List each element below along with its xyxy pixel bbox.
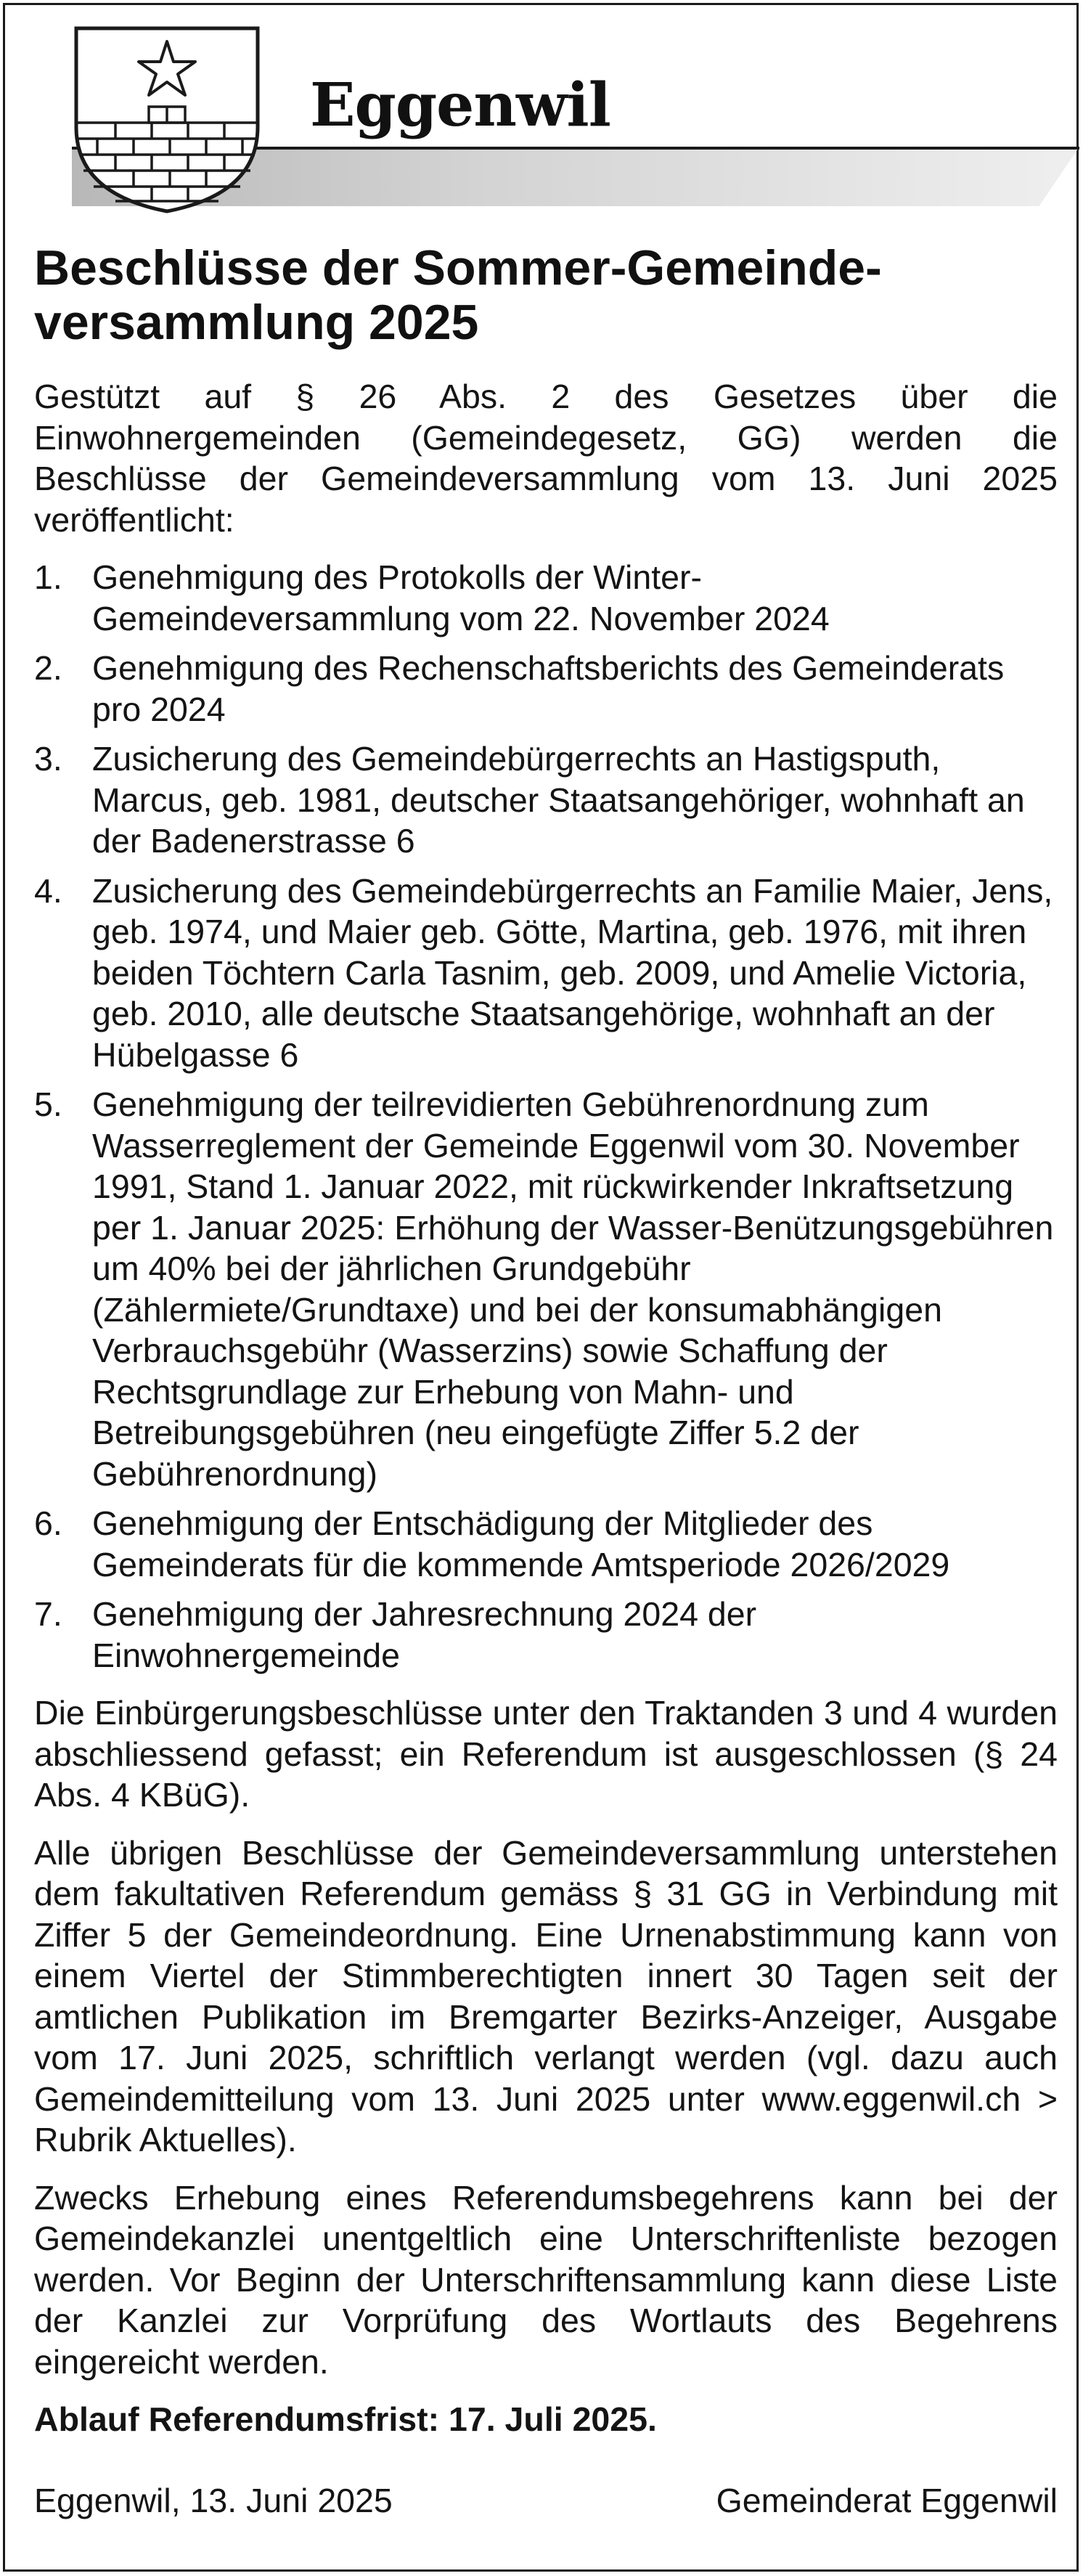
referendum-paragraph: Alle übrigen Beschlüsse der Gemeindeversammlung unterstehen dem fakultativen Referendum gemäss § 31 GG in Verbindung mit Ziffer 5 der Gemeindeordnung. Eine Urnenabstimmung kann von einem Viertel der Stimmberechtigten innert 30 Tagen seit der amtlichen Publikation im Bremgarter Bezirks-Anzeiger, Ausgabe vom 17. Juni 2025, schriftlich verlangt werden (vgl. dazu auch Gemeindemitteilung vom 13. Juni 2025 unter www.eggenwil.ch > Rubrik Aktuelles). <box>34 1833 1058 2159</box>
notice-header <box>5 5 1076 216</box>
place-date: Eggenwil, 13. Juni 2025 <box>34 2481 393 2519</box>
list-item-number: 4. <box>34 871 62 910</box>
signatory: Gemeinderat Eggenwil <box>716 2481 1058 2519</box>
list-item-number: 5. <box>34 1085 62 1123</box>
list-item <box>34 1594 1058 1676</box>
list-item-text: Genehmigung des Rechenschaftsberichts des Gemeinderats pro 2024 <box>92 649 1005 728</box>
list-item-number: 3. <box>34 740 62 778</box>
list-item <box>34 738 1058 862</box>
notice-footer <box>34 2480 1058 2522</box>
list-item-text: Genehmigung der Jahresrechnung 2024 der Einwohnergemeinde <box>92 1595 757 1674</box>
notice-title-line1: Beschlüsse der Sommer-Gemeinde- <box>34 240 882 295</box>
list-item-number: 2. <box>34 649 62 687</box>
list-item <box>34 648 1058 730</box>
list-item <box>34 871 1058 1076</box>
list-item-text: Zusicherung des Gemeindebürgerrechts an Hastigsputh, Marcus, geb. 1981, deutscher Staatsangehöriger, wohnhaft an der Badenerstrasse 6 <box>92 740 1025 860</box>
town-name: Eggenwil <box>310 70 610 140</box>
list-item-number: 1. <box>34 558 62 596</box>
referendum-deadline: Ablauf Referendumsfrist: 17. Juli 2025. <box>34 2400 657 2438</box>
list-item-number: 7. <box>34 1595 62 1633</box>
list-item-text: Genehmigung der Entschädigung der Mitglieder des Gemeinderats für die kommende Amtsperiode 2026/2029 <box>92 1504 950 1583</box>
notice-title <box>34 241 1058 350</box>
list-item <box>34 557 1058 639</box>
notice-title-line2: versammlung 2025 <box>34 295 479 350</box>
coat-of-arms-icon <box>72 25 262 214</box>
list-item-text: Zusicherung des Gemeindebürgerrechts an Familie Maier, Jens, geb. 1974, und Maier geb. Götte, Martina, geb. 1976, mit ihren beiden Töchtern Carla Tasnim, geb. 2009, und Amelie Victoria, geb. 2010, alle deutsche Staatsangehörige, wohnhaft an der Hübelgasse 6 <box>92 871 1053 1074</box>
list-item-number: 6. <box>34 1504 62 1542</box>
resolutions-list <box>34 557 1058 1676</box>
naturalization-paragraph: Die Einbürgerungsbeschlüsse unter den Traktanden 3 und 4 wurden abschliessend gefasst; ein Referendum ist ausgeschlossen (§ 24 Abs. 4 KBüG). <box>34 1694 1058 1814</box>
notice-body <box>34 241 1058 2521</box>
list-item <box>34 1084 1058 1494</box>
list-item <box>34 1503 1058 1585</box>
list-item-text: Genehmigung der teilrevidierten Gebührenordnung zum Wasserreglement der Gemeinde Eggenwil vom 30. November 1991, Stand 1. Januar 2022, mit rückwirkender Inkraftsetzung per 1. Januar 2025: Erhöhung der Wasser-Benützungsgebühren um 40% bei der jährlichen Grundgebühr (Zählermiete/Grundtaxe) und bei der konsumabhängigen Verbrauchsgebühr (Wasserzins) sowie Schaffung der Rechtsgrundlage zur Erhebung von Mahn- und Betreibungsgebühren (neu eingefügte Ziffer 5.2 der Gebührenordnung) <box>92 1085 1054 1493</box>
intro-paragraph: Gestützt auf § 26 Abs. 2 des Gesetzes über die Einwohnergemeinden (Gemeindegesetz, GG) werden die Beschlüsse der Gemeindeversammlung vom 13. Juni 2025 veröffentlicht: <box>34 378 1058 539</box>
notice-frame <box>3 3 1079 2572</box>
list-item-text: Genehmigung des Protokolls der Winter-Gemeindeversammlung vom 22. November 2024 <box>92 558 830 637</box>
signature-list-paragraph: Zwecks Erhebung eines Referendumsbegehrens kann bei der Gemeindekanzlei unentgeltlich eine Unterschriftenliste bezogen werden. Vor Beginn der Unterschriftensammlung kann diese Liste der Kanzlei zur Vorprüfung des Wortlauts des Begehrens eingereicht werden. <box>34 2178 1058 2381</box>
